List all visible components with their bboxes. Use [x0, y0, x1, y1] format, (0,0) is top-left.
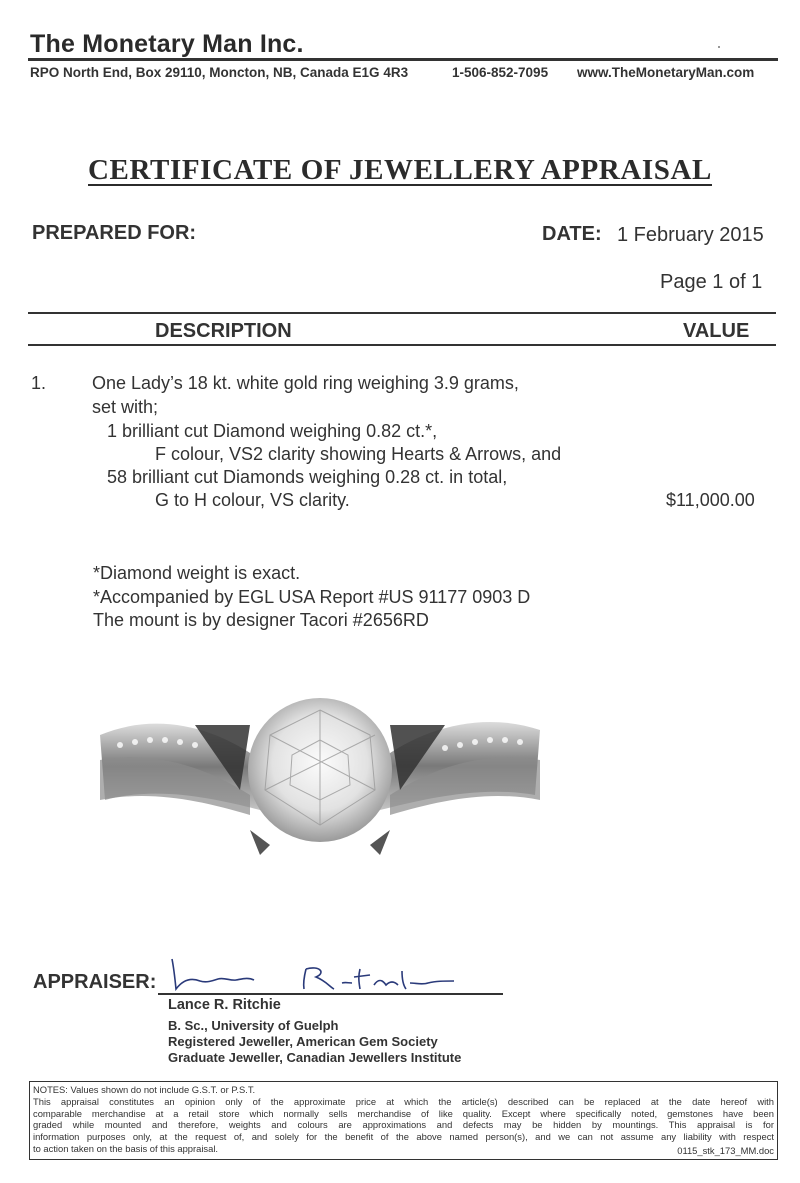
disclaimer-line: This appraisal constitutes an opinion only of the approximate price at which the article(s) described can be replaced at the date hereof with [33, 1095, 774, 1107]
item-line: F colour, VS2 clarity showing Hearts & Arrows, and [155, 444, 562, 464]
company-address: RPO North End, Box 29110, Moncton, NB, Canada E1G 4R3 [30, 65, 409, 80]
notes-tax-line: Values shown do not include G.S.T. or P.S.T. [70, 1084, 256, 1095]
notes-heading-line [33, 1084, 774, 1096]
company-phone: 1-506-852-7095 [452, 65, 549, 80]
item-line: set with; [92, 397, 159, 417]
item-line: One Lady’s 18 kt. white gold ring weighing 3.9 grams, [92, 373, 519, 393]
header-rule [28, 58, 778, 61]
disclaimer-line: to action taken on the basis of this appraisal. [33, 1142, 219, 1154]
document-reference: 0115_stk_173_MM.doc [677, 1145, 774, 1157]
description-header: DESCRIPTION [155, 320, 292, 342]
table-header-rule [28, 344, 776, 346]
item-number: 1. [31, 373, 47, 393]
appraiser-qualification: Registered Jeweller, American Gem Society [168, 1034, 438, 1049]
value-header: VALUE [683, 320, 750, 342]
appraiser-label: APPRAISER: [33, 971, 157, 993]
item-line: 1 brilliant cut Diamond weighing 0.82 ct.*, [107, 421, 438, 441]
signature-line [158, 993, 503, 995]
certificate-title-text: CERTIFICATE OF JEWELLERY APPRAISAL [88, 154, 712, 186]
date-value: 1 February 2015 [617, 224, 764, 246]
item-line: 58 brilliant cut Diamonds weighing 0.28 ct. in total, [107, 467, 508, 487]
disclaimer-line: graded while mounted and therefore, weights and colours are approximations and defects may be hidden by mountings. This appraisal is for [33, 1119, 774, 1131]
ring-photo [100, 690, 540, 870]
item-value: $11,000.00 [666, 490, 755, 510]
note-line: *Accompanied by EGL USA Report #US 91177 0903 D [93, 587, 531, 607]
item-line: G to H colour, VS clarity. [155, 490, 350, 510]
scan-speck [718, 46, 720, 48]
date-label: DATE: [542, 223, 602, 245]
disclaimer-line: comparable merchandise at a retail store which normally sells merchandise of like quality. Except where specifically noted, gemstones have been [33, 1107, 774, 1119]
company-website: www.TheMonetaryMan.com [577, 65, 755, 80]
notes-label: NOTES: [33, 1084, 68, 1095]
prepared-for-label: PREPARED FOR: [32, 222, 197, 244]
note-line: The mount is by designer Tacori #2656RD [93, 610, 429, 630]
certificate-title [0, 154, 800, 187]
note-line: *Diamond weight is exact. [93, 563, 301, 583]
notes-box [29, 1081, 778, 1160]
disclaimer-line: information purposes only, at the request of, and solely for the benefit of the above named person(s), and we can not assume any liability with respect [33, 1131, 774, 1143]
appraiser-name: Lance R. Ritchie [168, 997, 281, 1013]
appraiser-qualification: B. Sc., University of Guelph [168, 1018, 339, 1033]
page-indicator: Page 1 of 1 [660, 271, 763, 293]
appraiser-qualification: Graduate Jeweller, Canadian Jewellers Institute [168, 1050, 462, 1065]
table-top-rule [28, 312, 776, 314]
appraiser-signature [166, 955, 456, 997]
company-name: The Monetary Man Inc. [30, 30, 304, 58]
